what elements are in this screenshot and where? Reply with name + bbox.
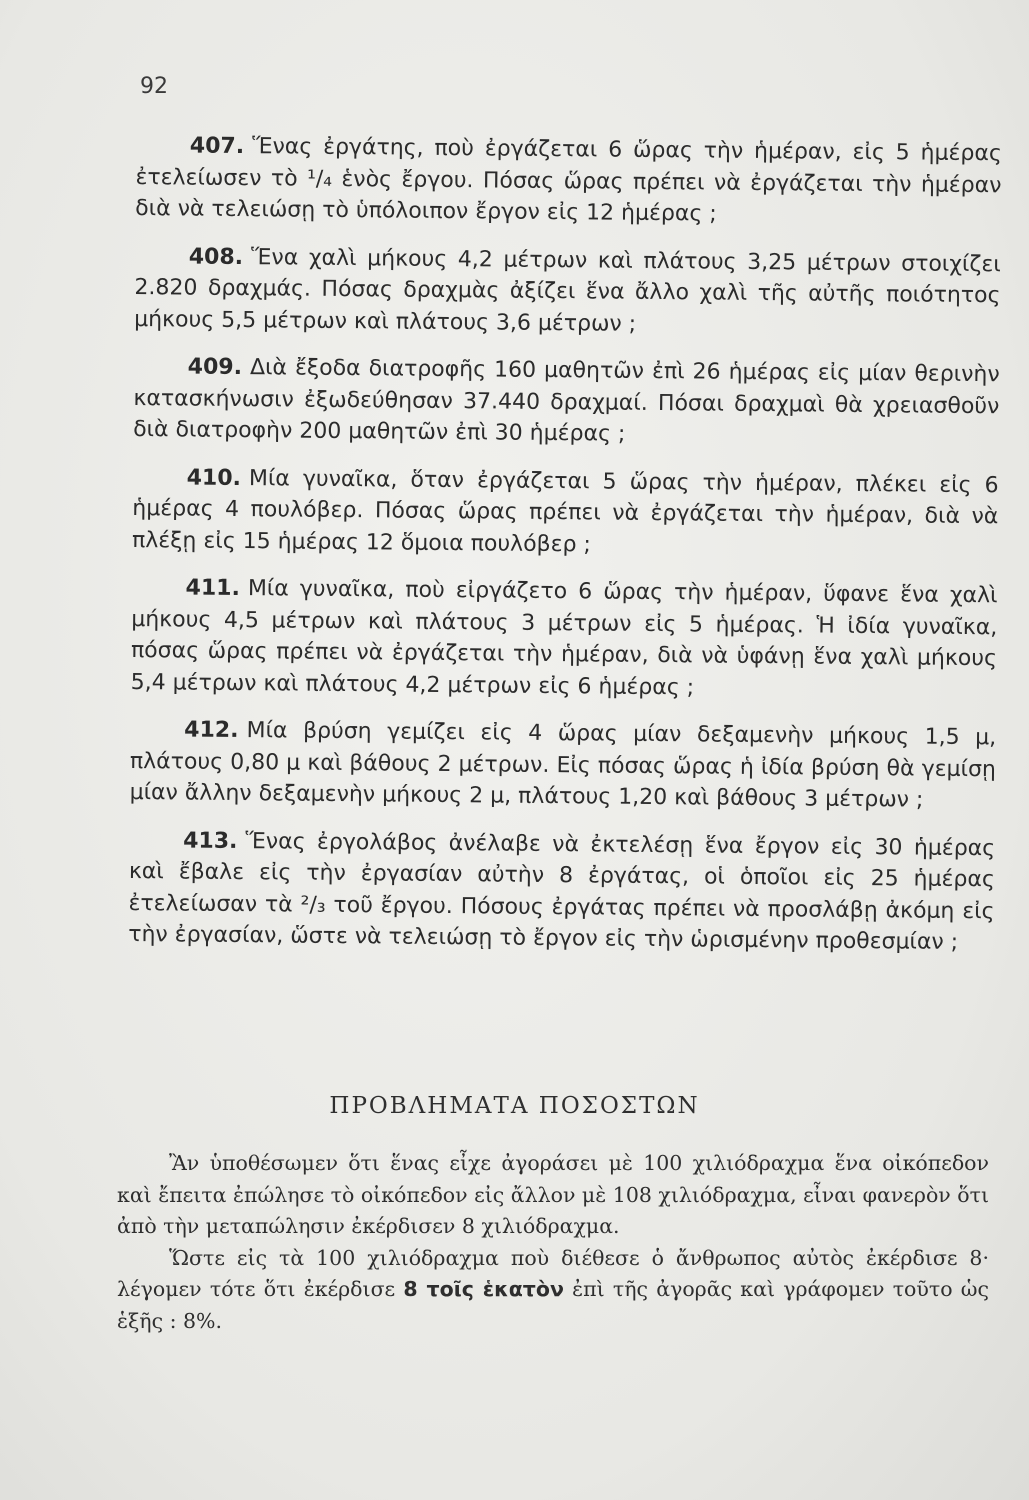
problem-text: Μία γυναῖκα, ὅταν ἐργάζεται 5 ὥρας τὴν ἡμέραν, πλέκει εἰς 6 ἡμέρας 4 πουλόβερ. Πόσας ὥρας πρέπει νὰ ἐργάζεται τὴν ἡμέραν, διὰ νὰ πλέξῃ εἰς 15 ἡμέρας 12 ὅμοια πουλόβερ ; — [131, 465, 999, 557]
problem-410 — [132, 461, 999, 564]
problem-text: Ἕνας ἐργολάβος ἀνέλαβε νὰ ἐκτελέσῃ ἕνα ἔργον εἰς 30 ἡμέρας καὶ ἔβαλε εἰς τὴν ἐργασίαν αὐτὴν 8 ἐργάτας, οἱ ὁποῖοι εἰς 25 ἡμέρας ἐτελείωσαν τὰ ²/₃ τοῦ ἔργου. Πόσους ἐργάτας πρέπει νὰ προσλάβῃ ἀκόμη εἰς τὴν ἐργασίαν, ὥστε νὰ τελειώσῃ τὸ ἔργον εἰς τὴν ὡρισμένην προθεσμίαν ; — [128, 828, 996, 955]
problem-408 — [134, 240, 1001, 343]
problem-number: 407. — [189, 133, 245, 160]
section-intro — [117, 1148, 989, 1337]
problem-412 — [129, 714, 996, 817]
paragraph-text: ἐπὶ τῆς ἀγορᾶς καὶ γράφομεν τοῦτο ὡς ἑξῆς : 8%. — [117, 1277, 989, 1333]
page-number: 92 — [140, 74, 168, 99]
problem-text: Μία βρύση γεμίζει εἰς 4 ὥρας μίαν δεξαμενὴν μήκους 1,5 μ, πλάτους 0,80 μ καὶ βάθους 2 μέτρων. Εἰς πόσας ὥρας ἡ ἰδία βρύση θὰ γεμίσῃ μίαν ἄλλην δεξαμενὴν μήκους 2 μ, πλάτους 1,20 καὶ βάθους 3 μέτρων ; — [129, 718, 997, 813]
section-title: ΠΡΟΒΛΗΜΑΤΑ ΠΟΣΟΣΤΩΝ — [329, 1093, 700, 1119]
problem-list — [128, 130, 1002, 975]
problem-number: 411. — [185, 575, 241, 602]
problem-text: Διὰ ἔξοδα διατροφῆς 160 μαθητῶν ἐπὶ 26 ἡμέρας εἰς μίαν θερινὴν κατασκήνωσιν ἐξωδεύθησαν 37.440 δραχμαί. Πόσαι δραχμαὶ θὰ χρειασθοῦν διὰ διατροφὴν 200 μαθητῶν ἐπὶ 30 ἡμέρας ; — [133, 355, 1000, 447]
problem-407 — [135, 130, 1002, 233]
problem-text: Ἕνας ἐργάτης, ποὺ ἐργάζεται 6 ὥρας τὴν ἡμέραν, εἰς 5 ἡμέρας ἐτελείωσεν τὸ ¹/₄ ἑνὸς ἔργου. Πόσας ὥρας πρέπει νὰ ἐργάζεται τὴν ἡμέραν διὰ νὰ τελειώσῃ τὸ ὑπόλοιπον ἔργον εἰς 12 ἡμέρας ; — [135, 134, 1002, 227]
intro-paragraph-1: Ἂν ὑποθέσωμεν ὅτι ἕνας εἶχε ἀγοράσει μὲ 100 χιλιόδραχμα ἕνα οἰκόπεδον καὶ ἔπειτα ἐπώλησε τὸ οἰκόπεδον εἰς ἄλλον μὲ 108 χιλιόδραχμα, εἶναι φανερὸν ὅτι ἀπὸ τὴν μεταπώλησιν ἐκέρδισεν 8 χιλιόδραχμα. — [117, 1151, 990, 1238]
problem-411 — [131, 572, 998, 706]
problem-409 — [133, 351, 1000, 454]
problem-number: 409. — [187, 354, 243, 381]
paragraph-text: Ὥστε εἰς τὰ 100 χιλιόδραχμα ποὺ διέθεσε ὁ ἄνθρωπος αὐτὸς ἐκέρδισε 8· λέγομεν τότε ὅτι ἐκέρδισε — [117, 1245, 989, 1301]
problem-text: Ἕνα χαλὶ μήκους 4,2 μέτρων καὶ πλάτους 3,25 μέτρων στοιχίζει 2.820 δραχμάς. Πόσας δραχμὰς ἀξίζει ἕνα ἄλλο χαλὶ τῆς αὐτῆς ποιότητος μήκους 5,5 μέτρων καὶ πλάτους 3,6 μέτρων ; — [134, 244, 1001, 337]
intro-paragraph-2 — [117, 1243, 989, 1338]
problem-number: 413. — [183, 827, 238, 854]
problem-text: Μία γυναῖκα, ποὺ εἰργάζετο 6 ὥρας τὴν ἡμέραν, ὕφανε ἕνα χαλὶ μήκους 4,5 μέτρων καὶ πλάτους 3 μέτρων εἰς 5 ἡμέρας. Ἡ ἰδία γυναῖκα, πόσας ὥρας πρέπει νὰ ἐργάζεται τὴν ἡμέραν, διὰ νὰ ὑφάνῃ ἕνα χαλὶ μήκους 5,4 μέτρων καὶ πλάτους 4,2 μέτρων εἰς 6 ἡμέρας ; — [130, 576, 998, 700]
problem-number: 410. — [186, 465, 242, 491]
problem-number: 408. — [188, 244, 244, 270]
problem-413 — [128, 824, 995, 958]
emphasized-term: 8 τοῖς ἑκατὸν — [403, 1277, 564, 1301]
problem-number: 412. — [184, 717, 239, 744]
